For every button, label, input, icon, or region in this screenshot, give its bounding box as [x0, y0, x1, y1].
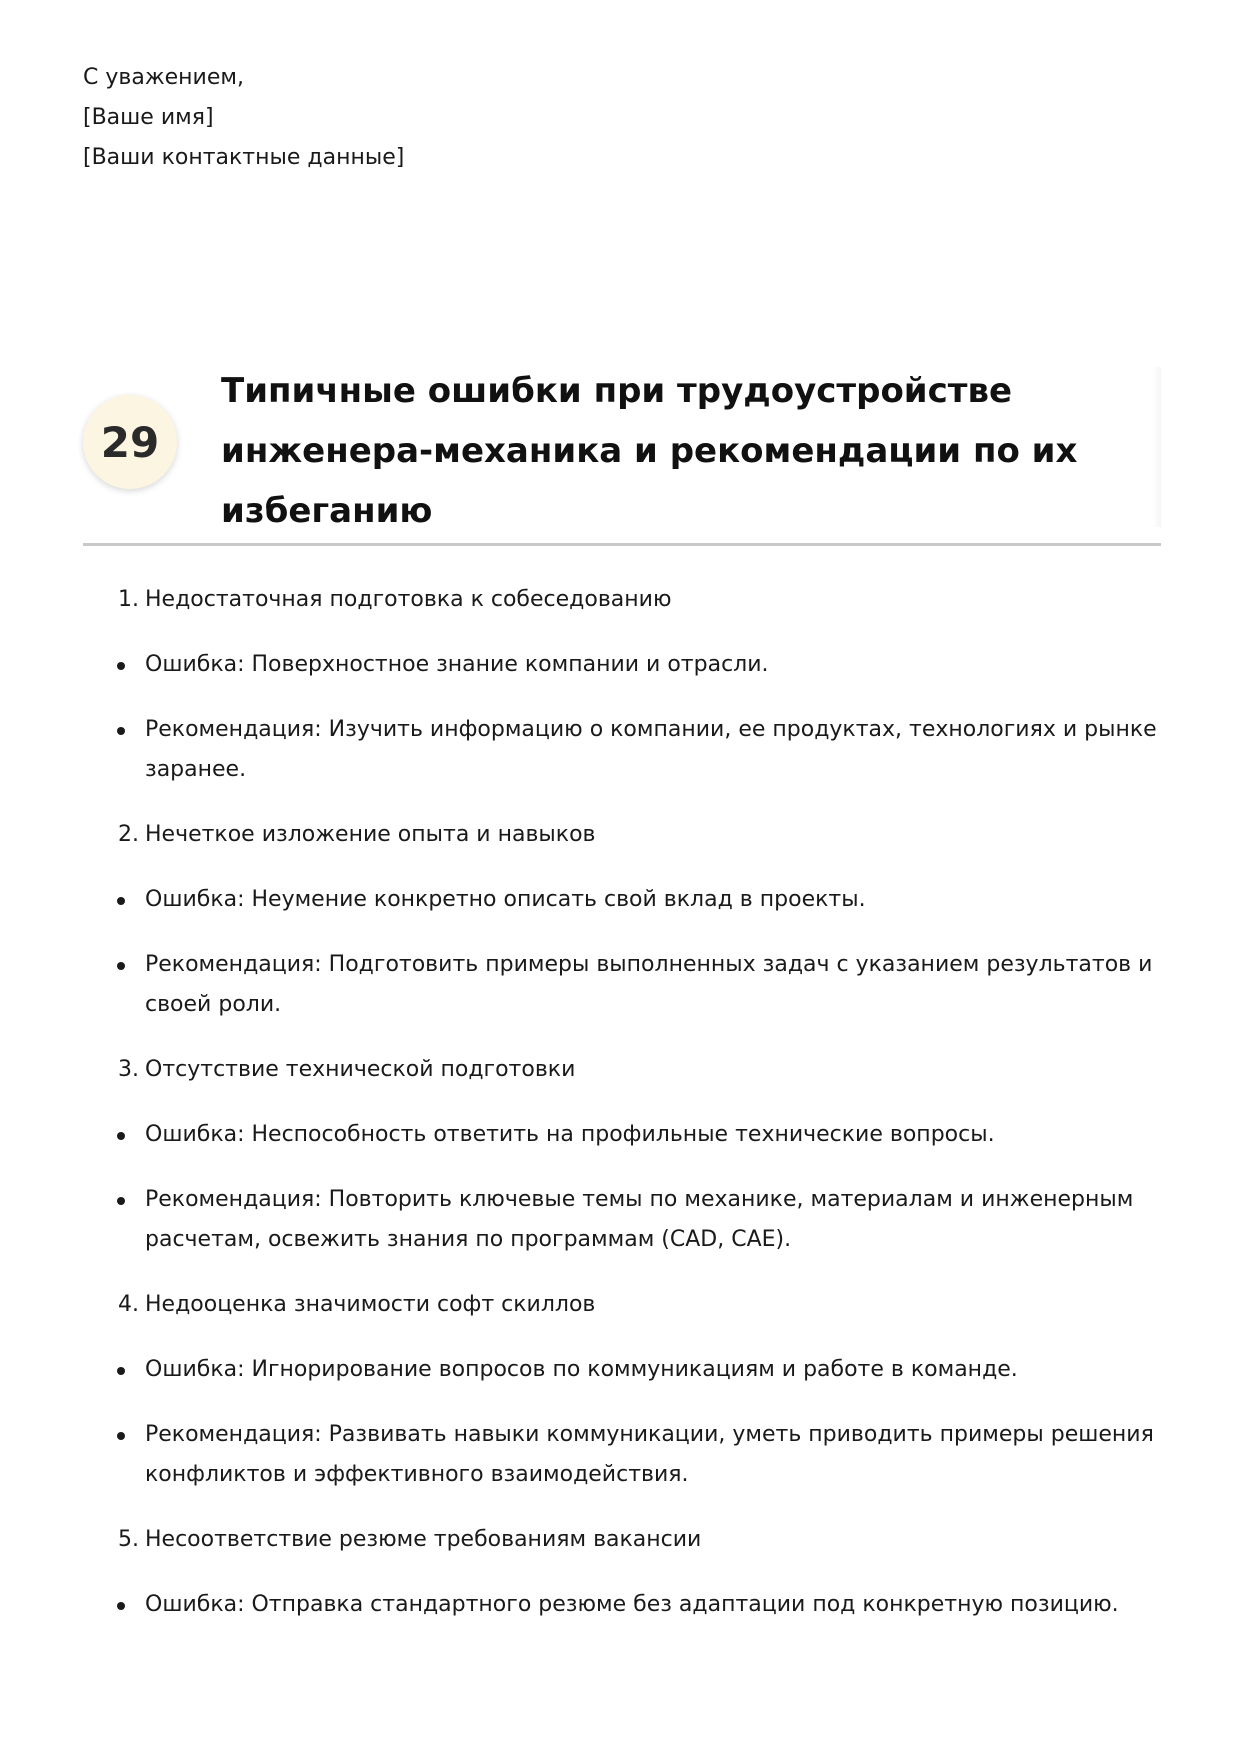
list-item-recommendation	[83, 710, 1161, 790]
list-item-text: Ошибка: Неспособность ответить на профильные технические вопросы.	[145, 1122, 995, 1147]
list-item-text: Недооценка значимости софт скиллов	[145, 1292, 596, 1317]
header-shadow	[1153, 367, 1161, 527]
chapter-header	[83, 355, 1161, 546]
list-item-text: Рекомендация: Развивать навыки коммуникации, уметь приводить примеры решения конфликтов и эффективного взаимодействия.	[145, 1422, 1154, 1487]
bullet-icon	[117, 1602, 125, 1610]
list-item-error	[83, 645, 1161, 685]
list-item-text: Несоответствие резюме требованиям вакансии	[145, 1527, 702, 1552]
list-item-heading	[83, 1520, 1161, 1560]
list-item-heading	[83, 815, 1161, 855]
bullet-icon	[117, 897, 125, 905]
list-item-number: 3.	[118, 1057, 139, 1082]
list-item-text: Ошибка: Отправка стандартного резюме без адаптации под конкретную позицию.	[145, 1592, 1119, 1617]
signature-block	[83, 58, 404, 178]
list-item-text: Ошибка: Игнорирование вопросов по коммуникациям и работе в команде.	[145, 1357, 1018, 1382]
list-item-heading	[83, 580, 1161, 620]
signature-closing: С уважением,	[83, 65, 244, 90]
list-item-text: Рекомендация: Подготовить примеры выполненных задач с указанием результатов и своей роли.	[145, 952, 1153, 1017]
bullet-icon	[117, 962, 125, 970]
list-item-error	[83, 1350, 1161, 1390]
list-item-text: Ошибка: Поверхностное знание компании и отрасли.	[145, 652, 769, 677]
list-item-text: Рекомендация: Изучить информацию о компании, ее продуктах, технологиях и рынке заранее.	[145, 717, 1157, 782]
list-item-recommendation	[83, 1415, 1161, 1495]
list-item-error	[83, 1115, 1161, 1155]
bullet-icon	[117, 1197, 125, 1205]
list-item-recommendation	[83, 945, 1161, 1025]
chapter-content	[83, 580, 1161, 1650]
list-item-text: Ошибка: Неумение конкретно описать свой вклад в проекты.	[145, 887, 866, 912]
chapter-number-badge: 29	[83, 395, 177, 489]
list-item-heading	[83, 1050, 1161, 1090]
list-item-heading	[83, 1285, 1161, 1325]
bullet-icon	[117, 662, 125, 670]
bullet-icon	[117, 1367, 125, 1375]
list-item-number: 2.	[118, 822, 139, 847]
list-item-text: Недостаточная подготовка к собеседованию	[145, 587, 672, 612]
list-item-number: 5.	[118, 1527, 139, 1552]
signature-name: [Ваше имя]	[83, 105, 214, 130]
list-item-text: Нечеткое изложение опыта и навыков	[145, 822, 596, 847]
list-item-error	[83, 1585, 1161, 1625]
list-item-number: 1.	[118, 587, 139, 612]
signature-contacts: [Ваши контактные данные]	[83, 145, 405, 170]
list-item-text: Отсутствие технической подготовки	[145, 1057, 576, 1082]
list-item-number: 4.	[118, 1292, 139, 1317]
list-item-error	[83, 880, 1161, 920]
chapter-title: Типичные ошибки при трудоустройстве инженера-механика и рекомендации по их избеганию	[221, 371, 1078, 531]
list-item-recommendation	[83, 1180, 1161, 1260]
bullet-icon	[117, 1432, 125, 1440]
list-item-text: Рекомендация: Повторить ключевые темы по механике, материалам и инженерным расчетам, освежить знания по программам (CAD, CAE).	[145, 1187, 1134, 1252]
bullet-icon	[117, 727, 125, 735]
bullet-icon	[117, 1132, 125, 1140]
